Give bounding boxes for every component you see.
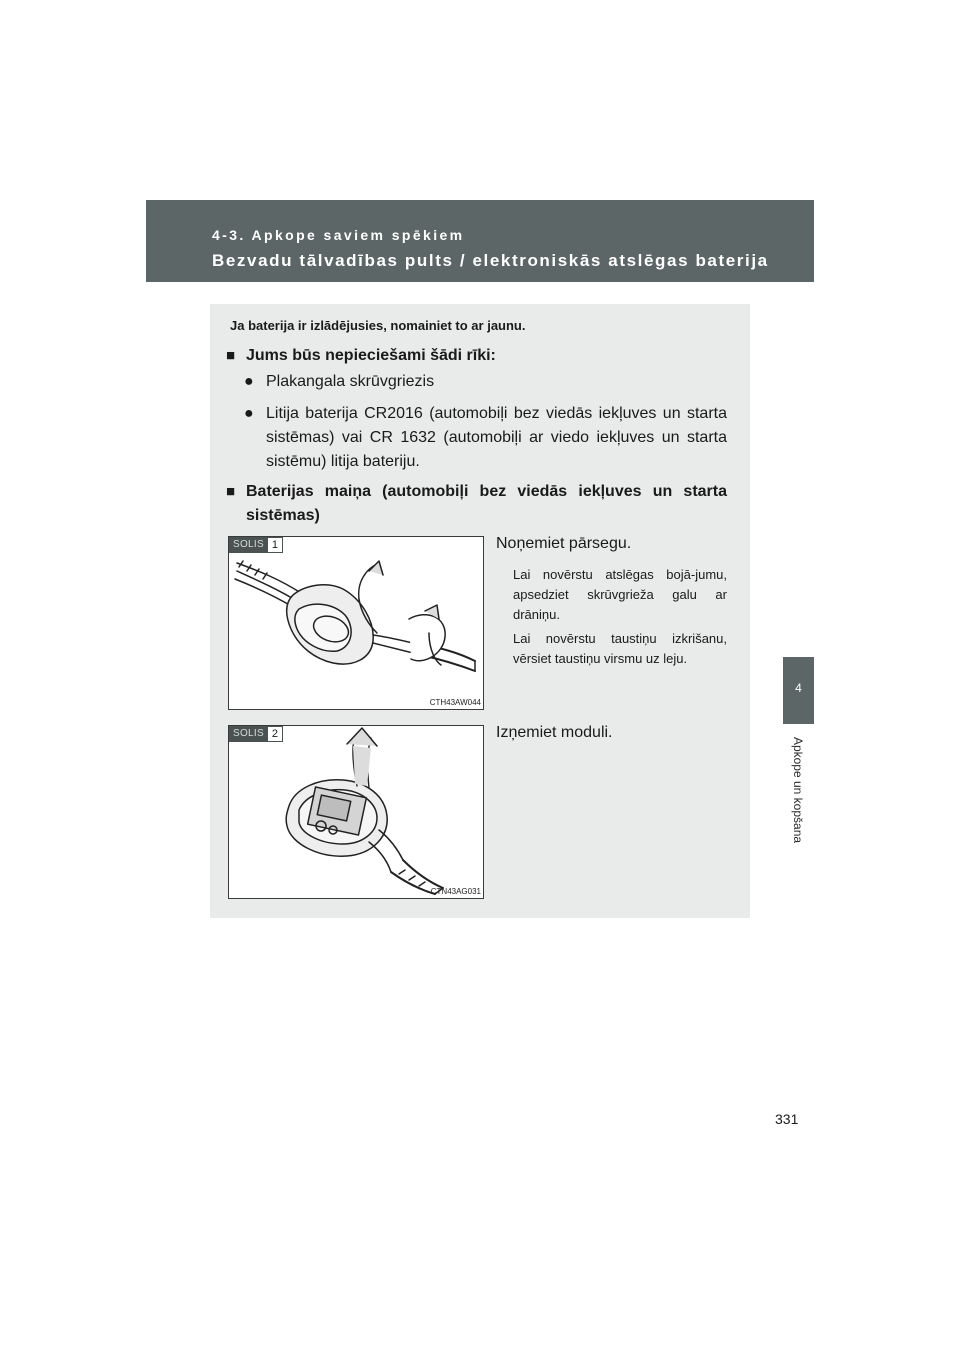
square-bullet-icon: ■ bbox=[226, 483, 236, 500]
page-title: Bezvadu tālvadības pults / elektroniskās atslēgas baterija bbox=[212, 251, 769, 270]
header-bar bbox=[146, 200, 814, 282]
figure-code: CTH43AW044 bbox=[429, 698, 481, 707]
step-1-figure bbox=[228, 536, 484, 710]
step-badge-number: 2 bbox=[268, 726, 283, 742]
list-item bbox=[244, 370, 727, 394]
step-badge bbox=[229, 726, 283, 742]
figure-code: CTN43AG031 bbox=[430, 887, 481, 896]
step-2-title: Izņemiet moduli. bbox=[496, 724, 613, 741]
replace-heading bbox=[226, 480, 727, 528]
intro-text: Ja baterija ir izlādējusies, nomainiet to ar jaunu. bbox=[230, 318, 526, 333]
list-item-text: Plakangala skrūvgriezis bbox=[266, 373, 435, 390]
step-badge-number: 1 bbox=[268, 537, 283, 553]
step-badge bbox=[229, 537, 283, 553]
chapter-label: Apkope un kopšana bbox=[791, 736, 805, 844]
step-2-figure bbox=[228, 725, 484, 899]
key-cover-removal-illustration bbox=[229, 537, 483, 709]
bullet-icon: ● bbox=[244, 405, 254, 422]
chapter-number: 4 bbox=[795, 681, 802, 695]
replace-heading-text: Baterijas maiņa (automobiļi bez viedās iekļuves un starta sistēmas) bbox=[246, 483, 727, 524]
step-1-title: Noņemiet pārsegu. bbox=[496, 535, 632, 552]
tools-heading bbox=[226, 344, 496, 368]
step-badge-label: SOLIS bbox=[229, 537, 268, 553]
section-title: 4-3. Apkope saviem spēkiem bbox=[212, 227, 465, 243]
list-item-text: Litija baterija CR2016 (automobiļi bez viedās iekļuves un starta sistēmas) vai CR 1632 (automobiļi ar viedo iekļuves un starta sistēmu) litija bateriju. bbox=[266, 405, 727, 470]
page-number: 331 bbox=[775, 1111, 799, 1127]
step-1-note: Lai novērstu taustiņu izkrišanu, vērsiet taustiņu virsmu uz leju. bbox=[513, 631, 727, 666]
tools-heading-text: Jums būs nepieciešami šādi rīki: bbox=[246, 347, 496, 364]
list-item bbox=[244, 402, 727, 474]
step-badge-label: SOLIS bbox=[229, 726, 268, 742]
module-removal-illustration bbox=[229, 726, 483, 898]
bullet-icon: ● bbox=[244, 373, 254, 390]
square-bullet-icon: ■ bbox=[226, 347, 236, 364]
step-1-note: Lai novērstu atslēgas bojā-jumu, apsedziet skrūvgrieža galu ar drāniņu. bbox=[513, 567, 727, 622]
chapter-tab bbox=[783, 657, 814, 724]
